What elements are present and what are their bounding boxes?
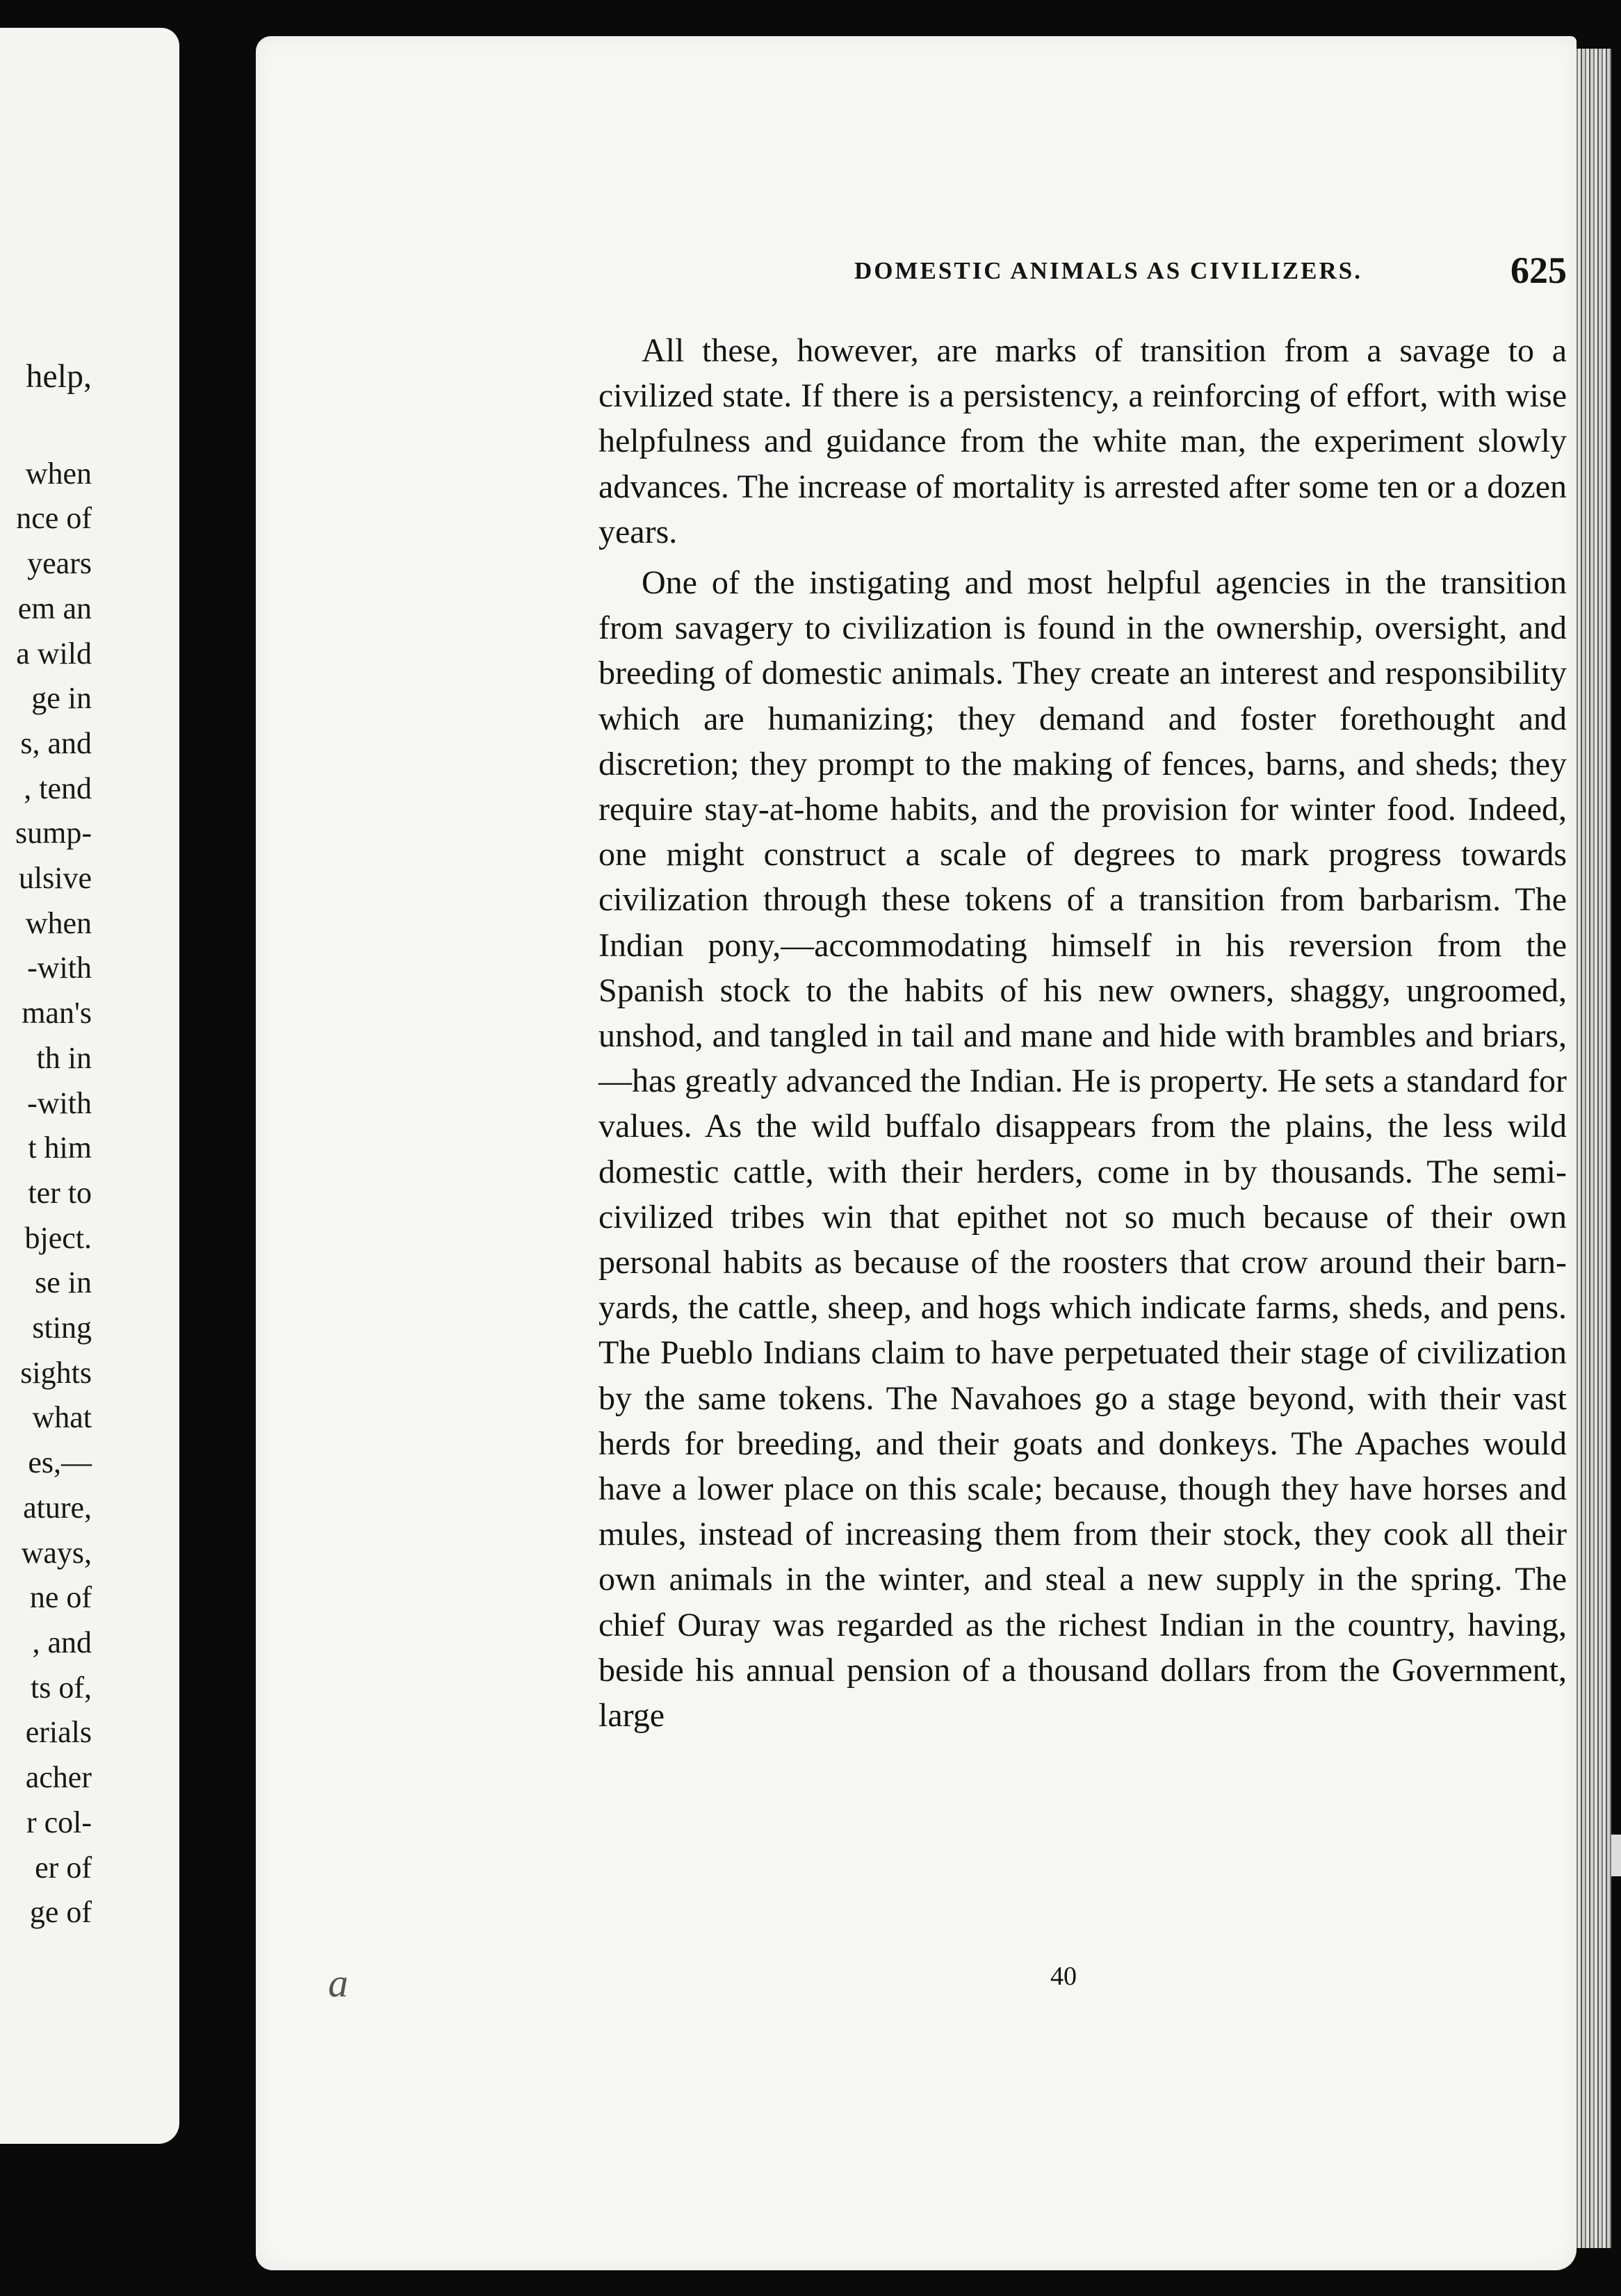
paragraph: All these, however, are marks of transition from a savage to a civilized state. If there is a persistency, a reinforcing of effort, with wise helpfulness and guidance from the white man, the experiment slowly advances. The increase of mortality is arrested after some ten or a dozen years. — [598, 332, 1567, 550]
body-text — [598, 328, 1567, 1738]
previous-page-line: bject. — [24, 1220, 92, 1255]
paragraph: One of the instigating and most helpful agencies in the transition from savagery to civilization is found in the ownership, oversight, and breeding of domestic animals. They create an interest and responsibility which are humanizing; they demand and foster forethought and discretion; they prompt to the making of fences, barns, and sheds; they require stay-at-home habits, and the provision for winter food. Indeed, one might construct a scale of degrees to mark progress towards civilization through these tokens of a transition from barbarism. The Indian pony,—accommodating himself in his reversion from the Spanish stock to the habits of his new owners, shaggy, ungroomed, unshod, and tangled in tail and mane and hide with brambles and briars,—has greatly advanced the Indian. He is property. He sets a standard for values. As the wild buffalo disappears from the plains, the less wild domestic cattle, with their herders, come in by thousands. The semi-civilized tribes win that epithet not so much because of their own personal habits as because of the roosters that crow around their barn-yards, the cattle, sheep, and hogs which indicate farms, sheds, and pens. The Pueblo Indians claim to have perpetuated their stage of civilization by the same tokens. The Navahoes go a stage beyond, with their vast herds for breeding, and their goats and donkeys. The Apaches would have a lower place on this scale; because, though they have horses and mules, instead of increasing them from their stock, they cook all their own animals in the winter, and steal a new supply in the spring. The chief Ouray was regarded as the richest Indian in the country, having, beside his annual pension of a thousand dollars from the Government, large — [598, 564, 1567, 1735]
previous-page-line: sights — [20, 1355, 92, 1390]
previous-page-line: s, and — [20, 725, 92, 760]
previous-page-line: er of — [35, 1850, 92, 1885]
previous-page-line: help, — [26, 358, 92, 395]
previous-page-line: , tend — [24, 771, 92, 805]
previous-page-line: -with — [27, 1085, 92, 1120]
book-page — [256, 36, 1577, 2270]
previous-page-line: th in — [36, 1040, 92, 1075]
previous-page-line: ne of — [29, 1580, 92, 1615]
previous-page-line: r col- — [26, 1805, 92, 1839]
previous-page-line: -with — [27, 951, 92, 985]
previous-page-line: nce of — [16, 501, 92, 536]
previous-page-line: acher — [25, 1760, 92, 1795]
running-title: DOMESTIC ANIMALS AS CIVILIZERS. — [854, 257, 1362, 284]
previous-page-line: man's — [22, 996, 92, 1031]
previous-page-line: years — [27, 546, 92, 581]
previous-page-line: erials — [25, 1715, 92, 1750]
previous-page-line: ge of — [29, 1895, 92, 1930]
signature-number: 40 — [1050, 1962, 1077, 1991]
previous-page-line: ulsive — [18, 861, 92, 896]
previous-page-line: when — [25, 456, 92, 491]
previous-page-fragment — [0, 28, 179, 2144]
previous-page-line: when — [25, 905, 92, 940]
previous-page-line: ature, — [23, 1490, 92, 1525]
previous-page-line: t him — [28, 1131, 92, 1165]
running-head — [598, 249, 1567, 306]
previous-page-line-ends — [0, 354, 179, 1935]
previous-page-line: ways, — [21, 1535, 92, 1570]
page-number: 625 — [1510, 249, 1567, 291]
previous-page-line: ter to — [28, 1175, 92, 1210]
previous-page-line: sting — [32, 1311, 92, 1345]
margin-mark: a — [328, 1960, 348, 2006]
previous-page-line: es,— — [28, 1445, 92, 1480]
previous-page-line: ge in — [31, 681, 92, 716]
previous-page-line: sump- — [15, 816, 92, 851]
previous-page-line: , and — [32, 1625, 92, 1659]
previous-page-line: ts of, — [31, 1670, 92, 1705]
previous-page-line: what — [32, 1400, 92, 1435]
previous-page-line: em an — [17, 591, 92, 625]
edge-shadow — [1611, 1835, 1621, 1876]
previous-page-line: se in — [35, 1265, 92, 1300]
previous-page-line: a wild — [16, 636, 92, 671]
